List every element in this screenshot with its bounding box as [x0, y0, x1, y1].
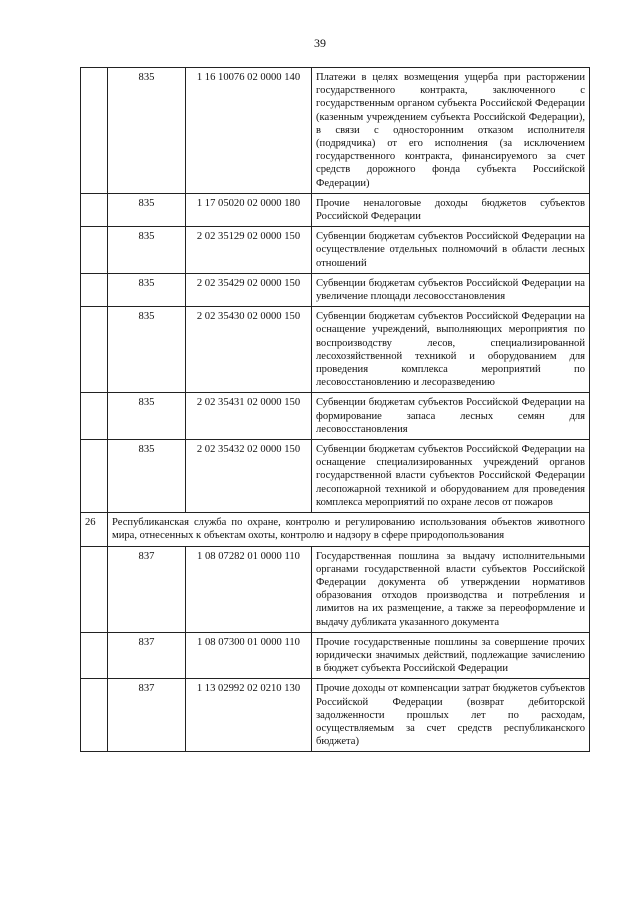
revenue-code-cell: 1 17 05020 02 0000 180 [186, 193, 312, 226]
row-number-cell [81, 393, 108, 440]
revenue-name-cell: Субвенции бюджетам субъектов Российской Федерации на осуществление отдельных полномочий в области лесных отношений [312, 227, 590, 274]
section-number: 26 [81, 513, 108, 546]
revenue-name-cell: Прочие государственные пошлины за совершение прочих юридически значимых действий, подлежащие зачислению в бюджет субъекта Российской Федерации [312, 632, 590, 679]
revenue-name-cell: Субвенции бюджетам субъектов Российской Федерации на формирование запаса лесных семян для лесовосстановления [312, 393, 590, 440]
revenue-name-cell: Прочие неналоговые доходы бюджетов субъектов Российской Федерации [312, 193, 590, 226]
revenue-code-cell: 2 02 35129 02 0000 150 [186, 227, 312, 274]
table-row [81, 307, 590, 393]
admin-code-cell: 835 [108, 307, 186, 393]
table-row [81, 679, 590, 752]
revenue-name-cell: Субвенции бюджетам субъектов Российской Федерации на оснащение учреждений, выполняющих мероприятия по воспроизводству лесов, специализированной лесохозяйственной техникой и оборудованием для проведения комплекса мероприятий по лесовосстановлению и лесоразведению [312, 307, 590, 393]
revenue-code-cell: 2 02 35432 02 0000 150 [186, 440, 312, 513]
table-row [81, 546, 590, 632]
row-number-cell [81, 440, 108, 513]
section-header-row [81, 513, 590, 546]
revenue-code-cell: 1 08 07282 01 0000 110 [186, 546, 312, 632]
revenue-code-cell: 1 13 02992 02 0210 130 [186, 679, 312, 752]
row-number-cell [81, 193, 108, 226]
row-number-cell [81, 307, 108, 393]
revenue-name-cell: Субвенции бюджетам субъектов Российской Федерации на оснащение специализированных учреждений органов государственной власти субъектов Российской Федерации лесопожарной техникой и оборудованием для проведения комплекса мероприятий по охране лесов от пожаров [312, 440, 590, 513]
table-row [81, 632, 590, 679]
revenue-code-cell: 1 08 07300 01 0000 110 [186, 632, 312, 679]
revenue-code-cell: 2 02 35430 02 0000 150 [186, 307, 312, 393]
admin-code-cell: 835 [108, 227, 186, 274]
row-number-cell [81, 679, 108, 752]
table-row [81, 193, 590, 226]
admin-code-cell: 835 [108, 68, 186, 194]
revenue-code-cell: 2 02 35431 02 0000 150 [186, 393, 312, 440]
admin-code-cell: 837 [108, 679, 186, 752]
revenue-name-cell: Платежи в целях возмещения ущерба при расторжении государственного контракта, заключенного с государственным органом субъекта Российской Федерации (казенным учреждением субъекта Российской Федерации), в связи с односторонним отказом исполнителя (подрядчика) от его исполнения (за исключением государственного контракта, финансируемого за счет средств дорожного фонда субъекта Российской Федерации) [312, 68, 590, 194]
table-row [81, 440, 590, 513]
revenue-codes-table [80, 67, 590, 752]
admin-code-cell: 837 [108, 632, 186, 679]
table-row [81, 273, 590, 306]
admin-code-cell: 835 [108, 193, 186, 226]
table-row [81, 227, 590, 274]
table-row [81, 68, 590, 194]
row-number-cell [81, 227, 108, 274]
revenue-name-cell: Субвенции бюджетам субъектов Российской Федерации на увеличение площади лесовосстановления [312, 273, 590, 306]
row-number-cell [81, 68, 108, 194]
table-row [81, 393, 590, 440]
admin-code-cell: 837 [108, 546, 186, 632]
section-title: Республиканская служба по охране, контролю и регулированию использования объектов животного мира, отнесенных к объектам охоты, контролю и надзору в сфере природопользования [108, 513, 590, 546]
revenue-code-cell: 1 16 10076 02 0000 140 [186, 68, 312, 194]
revenue-code-cell: 2 02 35429 02 0000 150 [186, 273, 312, 306]
row-number-cell [81, 273, 108, 306]
admin-code-cell: 835 [108, 273, 186, 306]
revenue-name-cell: Прочие доходы от компенсации затрат бюджетов субъектов Российской Федерации (возврат дебиторской задолженности прошлых лет по расходам, осуществляемым за счет средств республиканского бюджета) [312, 679, 590, 752]
page-number: 39 [314, 36, 326, 50]
admin-code-cell: 835 [108, 393, 186, 440]
row-number-cell [81, 632, 108, 679]
row-number-cell [81, 546, 108, 632]
revenue-name-cell: Государственная пошлина за выдачу исполнительными органами государственной власти субъектов Российской Федерации документа об утверждении нормативов образования отходов производства и потребления и лимитов на их размещение, а также за переоформление и выдачу дубликата указанного документа [312, 546, 590, 632]
admin-code-cell: 835 [108, 440, 186, 513]
